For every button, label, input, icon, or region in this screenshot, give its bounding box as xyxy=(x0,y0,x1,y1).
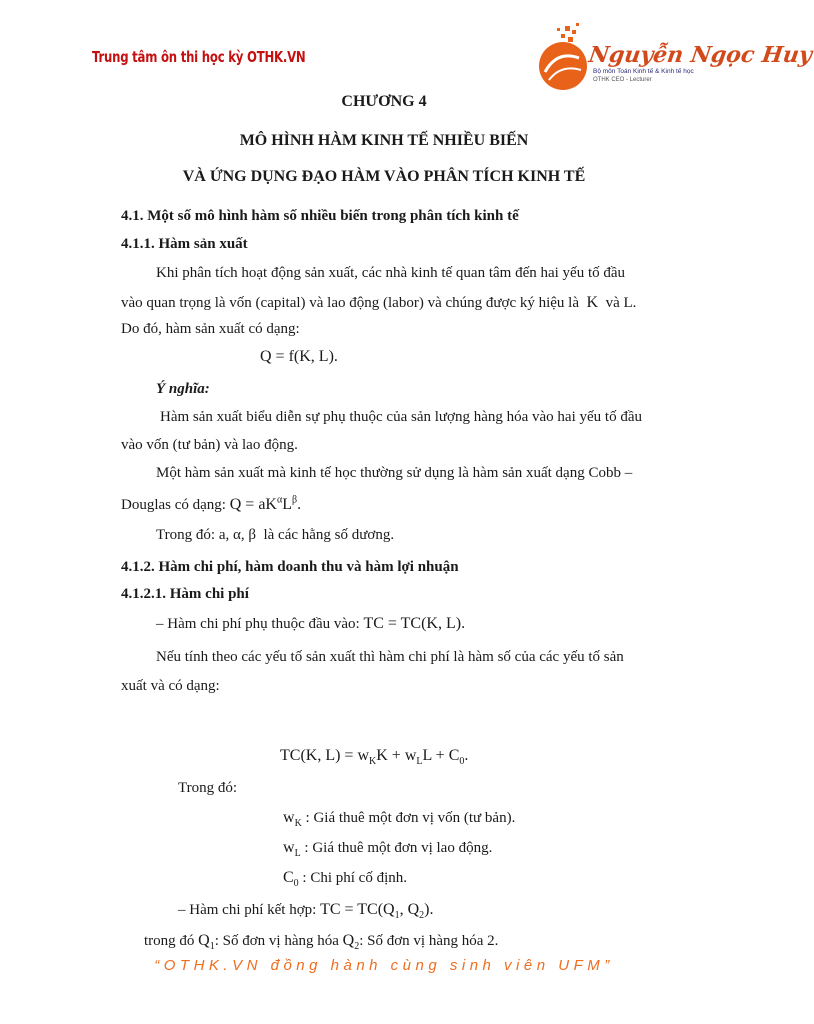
paragraph-text: Một hàm sản xuất mà kinh tế học thường sử dụng là hàm sản xuất dạng Cobb – xyxy=(156,465,633,481)
production-formula: Q = f(K, L). xyxy=(260,348,338,365)
definition-wk: $w_K$ : Giá thuê một đơn vị vốn (tư bản). xyxy=(283,809,516,830)
cost-function-formula: TC(K, $L) = w_KK + w_LL + C_0$. xyxy=(280,747,469,768)
chapter-heading-line2: VÀ ỨNG DỤNG ĐẠO HÀM VÀO PHÂN TÍCH KINH TẾ xyxy=(182,168,586,185)
section-heading-4-1-1: 4.1.1. Hàm sản xuất xyxy=(121,236,248,252)
chapter-heading-line1: MÔ HÌNH HÀM KINH TẾ NHIỀU BIẾN xyxy=(239,132,529,149)
definition-c0: $C_0$ : Chi phí cố định. xyxy=(283,869,408,890)
paragraph-text: Nếu tính theo các yếu tố sản xuất thì hàm chi phí là hàm số của các yếu tố sản xyxy=(156,649,624,665)
definition-wl: $w_L$ : Giá thuê một đơn vị lao động. xyxy=(283,839,493,860)
section-heading-4-1: 4.1. Một số mô hình hàm số nhiều biến trong phân tích kinh tế xyxy=(121,208,519,224)
logo-subtitle: Bộ môn Toán Kinh tế & Kinh tế học xyxy=(593,68,694,75)
paragraph-text: Trong đó: a, α, β là các hằng số dương. xyxy=(156,527,395,543)
joint-cost-line: – Hàm chi phí kết hợp: TC = $TC(Q_1$, $Q_2$). xyxy=(178,901,434,922)
footer-slogan: “OTHK.VN đồng hành cùng sinh viên UFM” xyxy=(154,957,614,974)
where-label: Trong đó: xyxy=(178,780,238,796)
paragraph-text: Khi phân tích hoạt động sản xuất, các nhà kinh tế quan tâm đến hai yếu tố đầu xyxy=(156,265,626,281)
goods-definition-line: trong đó $Q_1$: Số đơn vị hàng hóa $Q_2$: Số đơn vị hàng hóa 2. xyxy=(144,932,499,953)
cobb-douglas-formula: $Q = aK^\alpha L^\beta$. xyxy=(229,494,302,513)
section-heading-4-1-2: 4.1.2. Hàm chi phí, hàm doanh thu và hàm lợi nhuận xyxy=(121,559,459,575)
meaning-label: Ý nghĩa: xyxy=(156,381,210,397)
section-heading-4-1-2-1: 4.1.2.1. Hàm chi phí xyxy=(121,586,249,602)
cobb-douglas-line: Douglas có dạng: $Q = aK^\alpha L^\beta$. xyxy=(121,494,302,513)
paragraph-text: xuất và có dạng: xyxy=(121,678,220,694)
logo-icon xyxy=(535,20,591,94)
paragraph-text: Hàm sản xuất biểu diễn sự phụ thuộc của sản lượng hàng hóa vào hai yếu tố đầu xyxy=(160,409,642,425)
paragraph-text: vào quan trọng là vốn (capital) và lao động (labor) và chúng được ký hiệu là K và L. xyxy=(121,294,637,311)
paragraph-text: Do đó, hàm sản xuất có dạng: xyxy=(121,321,300,337)
center-name: Trung tâm ôn thi học kỳ OTHK.VN xyxy=(92,48,306,66)
paragraph-text: vào vốn (tư bản) và lao động. xyxy=(121,437,298,453)
chapter-title: CHƯƠNG 4 xyxy=(341,93,427,110)
logo-signature: Nguyễn Ngọc Huy xyxy=(587,42,814,68)
paragraph-text: – Hàm chi phí phụ thuộc đầu vào: TC = TC(K, L). xyxy=(156,615,466,632)
logo-role: OTHK CEO - Lecturer xyxy=(593,77,652,83)
